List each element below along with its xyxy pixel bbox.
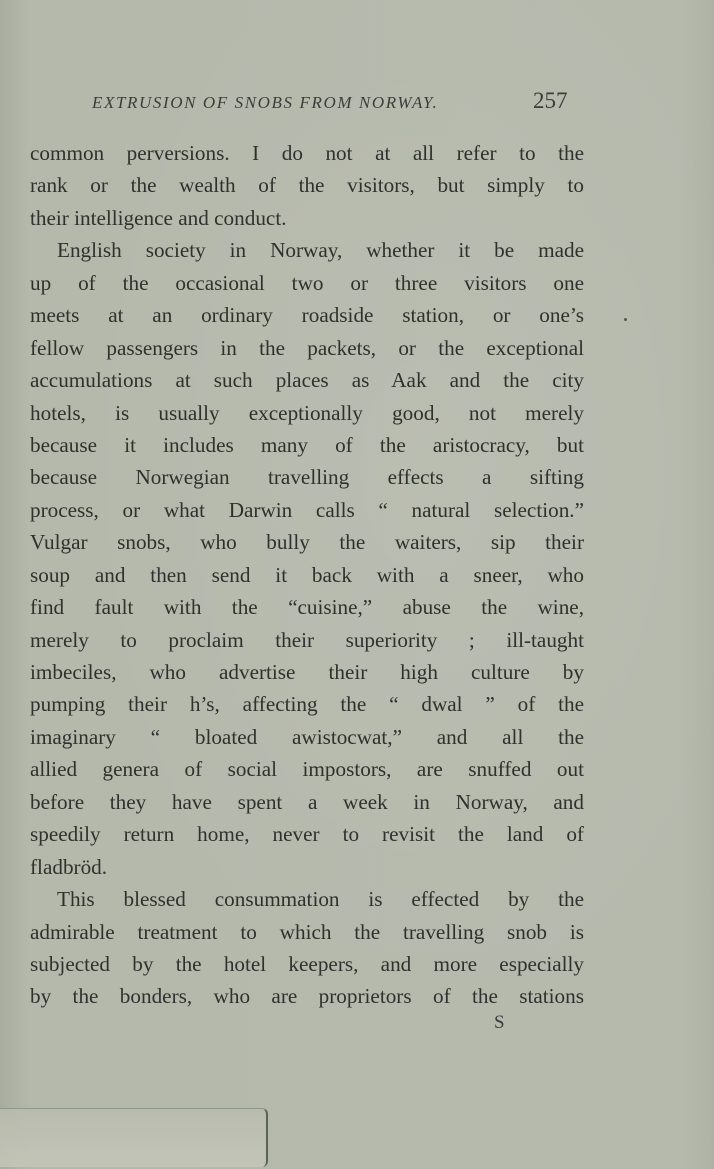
text-line: by the bonders, who are proprietors of the stations bbox=[30, 984, 584, 1009]
text-line: speedily return home, never to revisit the land of bbox=[30, 822, 584, 847]
text-line: common perversions. I do not at all refer to the bbox=[30, 141, 584, 165]
text-line: because it includes many of the aristocracy, but bbox=[30, 432, 584, 457]
text-line: their intelligence and conduct. bbox=[30, 205, 287, 230]
text-line: process, or what Darwin calls “ natural selection.” bbox=[30, 497, 584, 522]
text-line: soup and then send it back with a sneer, who bbox=[30, 562, 584, 587]
page-stain bbox=[0, 1108, 268, 1167]
text-line: imaginary “ bloated awistocwat,” and all the bbox=[30, 724, 584, 749]
text-line: fladbröd. bbox=[30, 854, 108, 879]
text-line: fellow passengers in the packets, or the exceptional bbox=[30, 335, 584, 360]
text-line: merely to proclaim their superiority ; ill-taught bbox=[30, 627, 584, 652]
text-line: rank or the wealth of the visitors, but simply to bbox=[30, 173, 584, 198]
page-number: 257 bbox=[533, 88, 568, 113]
running-title: EXTRUSION OF SNOBS FROM NORWAY. bbox=[92, 93, 439, 112]
text-line: allied genera of social impostors, are snuffed out bbox=[30, 757, 584, 782]
text-line: hotels, is usually exceptionally good, not merely bbox=[30, 400, 584, 425]
text-line: find fault with the “cuisine,” abuse the wine, bbox=[30, 595, 584, 620]
text-line: English society in Norway, whether it be made bbox=[57, 238, 584, 263]
text-line: admirable treatment to which the travelling snob is bbox=[30, 919, 584, 944]
text-line: accumulations at such places as Aak and the city bbox=[30, 368, 584, 393]
text-line: This blessed consummation is effected by the bbox=[57, 887, 584, 912]
text-line: up of the occasional two or three visitors one bbox=[30, 270, 584, 295]
body-text bbox=[30, 137, 584, 1013]
text-line: Vulgar snobs, who bully the waiters, sip their bbox=[30, 530, 584, 555]
text-line: before they have spent a week in Norway, and bbox=[30, 789, 584, 814]
page-header bbox=[0, 88, 714, 118]
paper-speck bbox=[624, 318, 627, 321]
text-line: meets at an ordinary roadside station, or one’s bbox=[30, 303, 584, 328]
text-line: pumping their h’s, affecting the “ dwal ” of the bbox=[30, 692, 584, 717]
text-line: subjected by the hotel keepers, and more especially bbox=[30, 951, 584, 976]
signature-mark: S bbox=[494, 1012, 505, 1033]
text-line: because Norwegian travelling effects a sifting bbox=[30, 465, 584, 490]
text-line: imbeciles, who advertise their high culture by bbox=[30, 660, 584, 684]
